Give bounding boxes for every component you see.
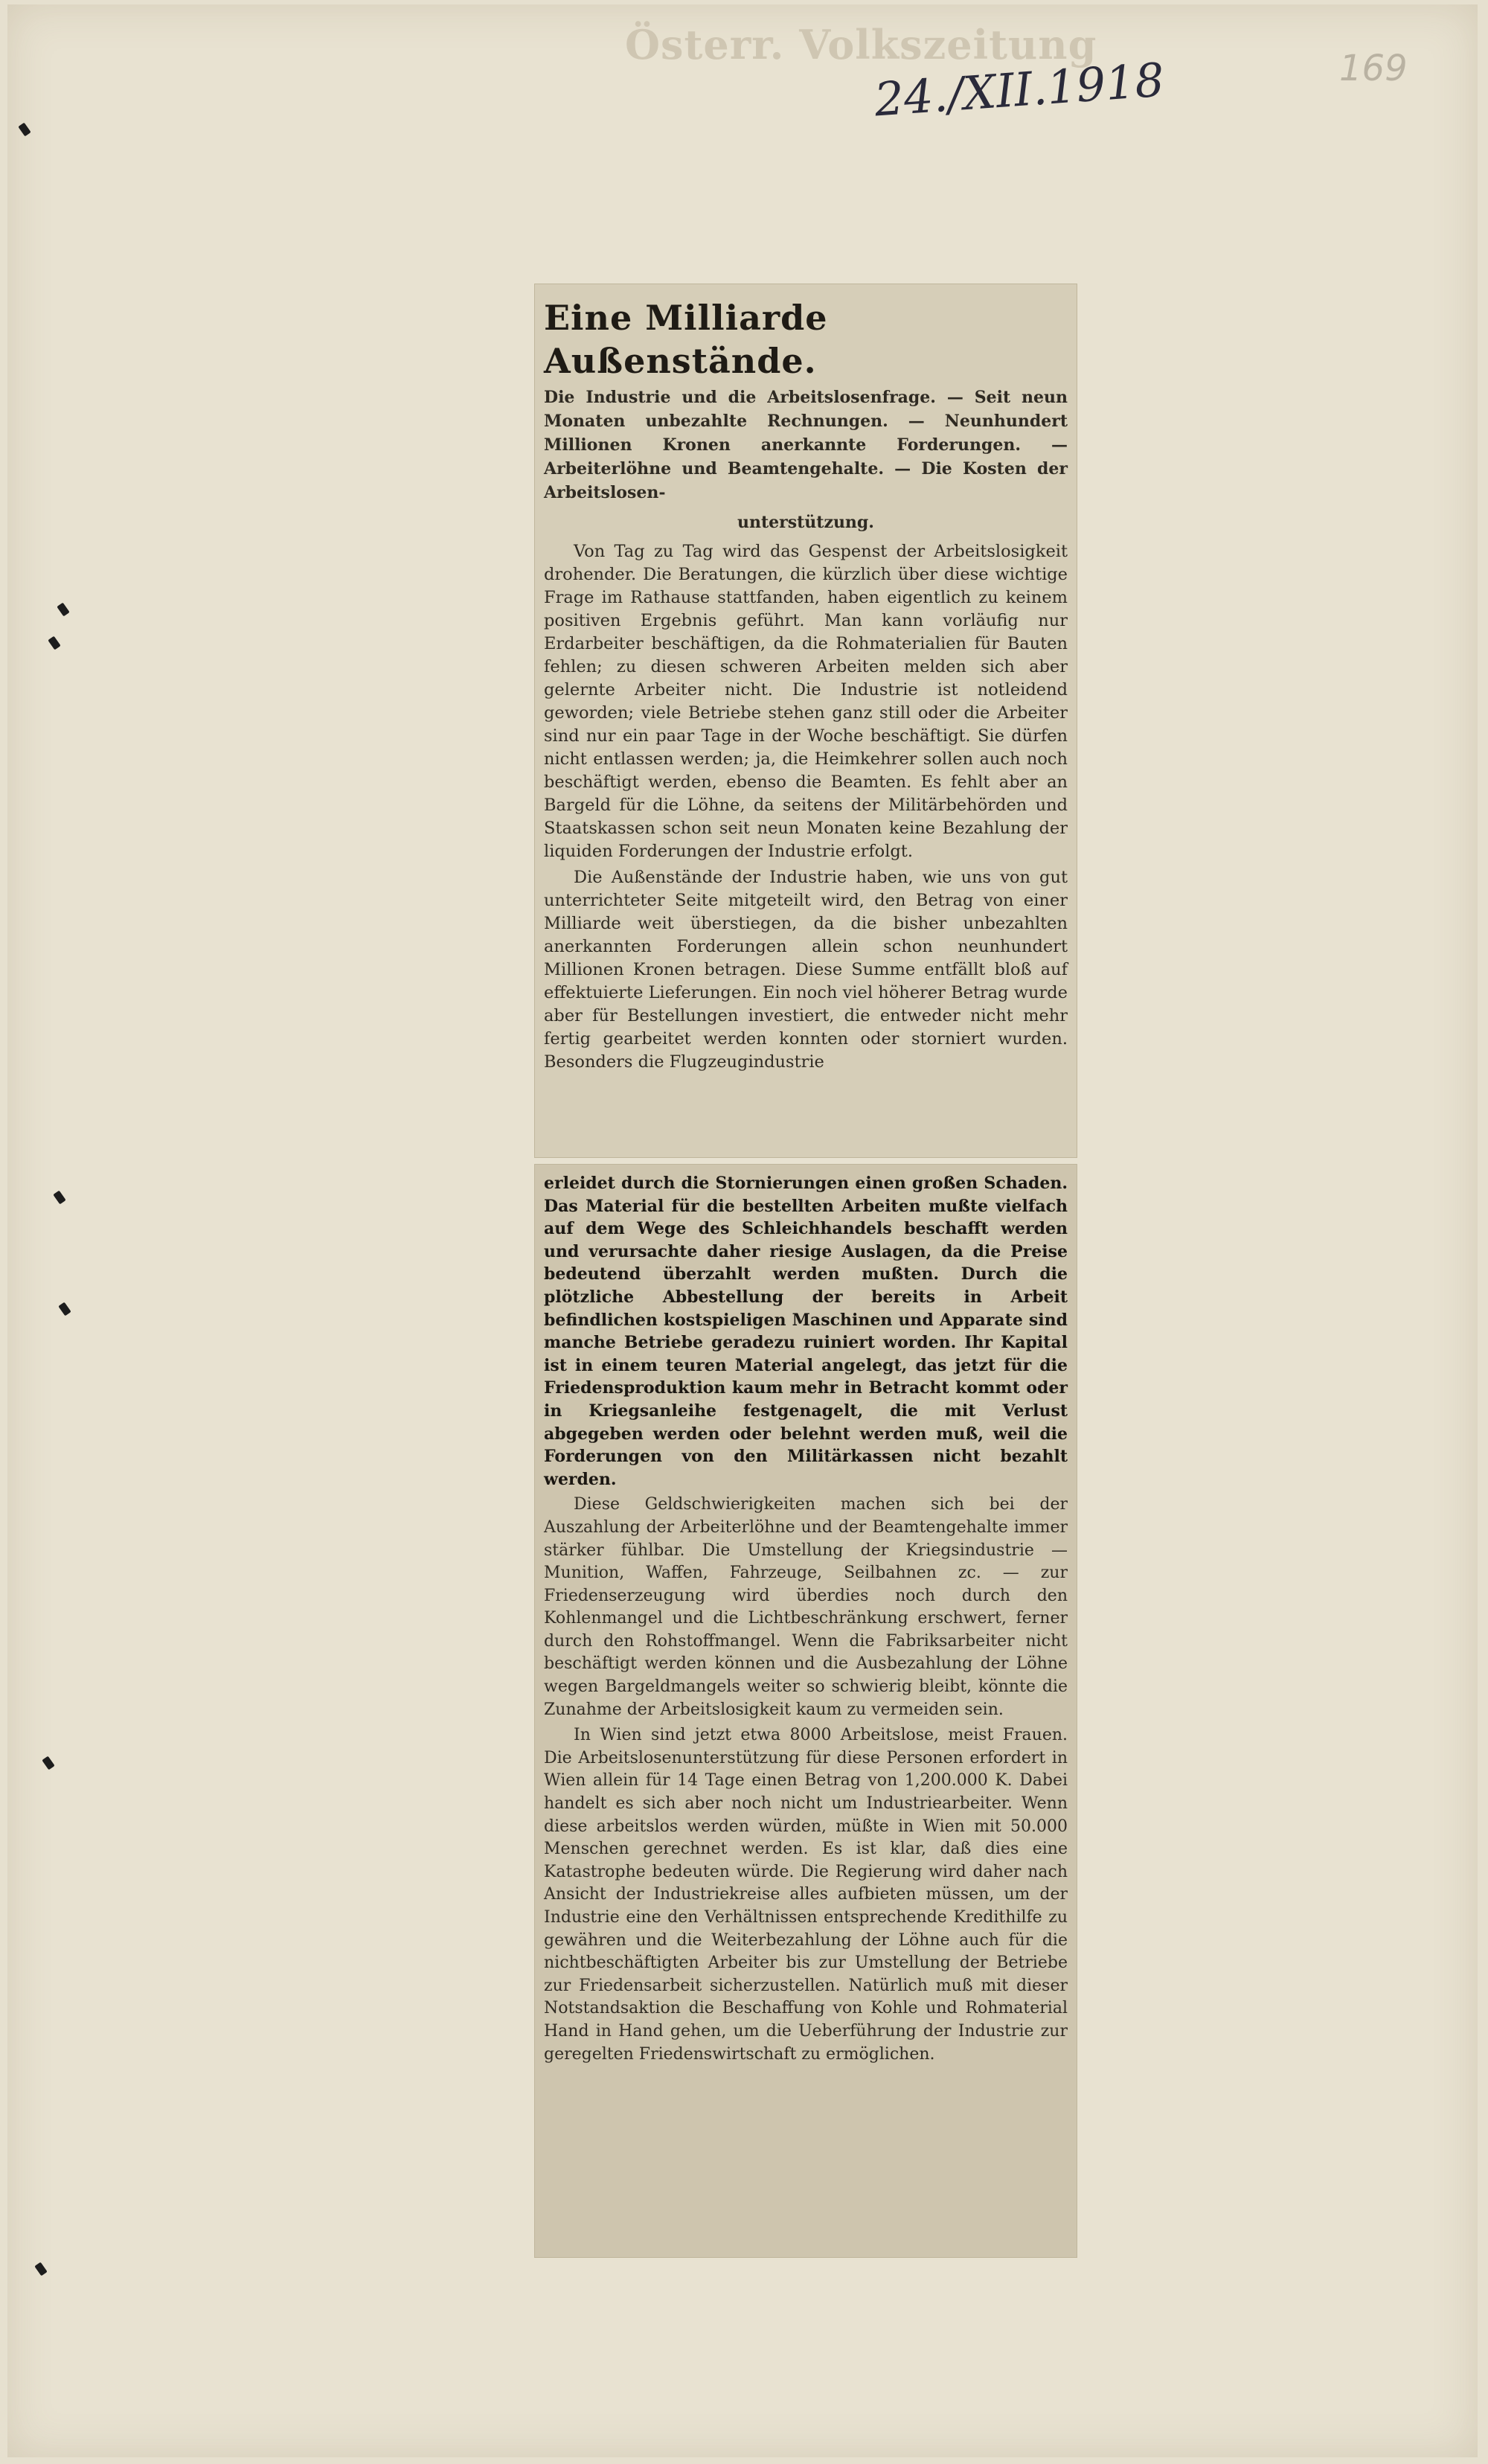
article-subheading: unterstützung. [737,513,874,532]
newspaper-stamp: Österr. Volkszeitung [625,21,1097,68]
folio-number: 169 [1339,48,1408,89]
article-headline: Eine Milliarde Außenstände. [544,298,828,381]
punch-hole-mark [57,603,69,617]
punch-hole-mark [53,1191,65,1205]
article-clipping-bottom [534,1164,1077,2258]
punch-hole-mark [58,1302,71,1316]
punch-hole-mark [34,2262,47,2276]
punch-hole-mark [42,1756,54,1770]
article-clipping-top [534,284,1077,1158]
handwritten-date: 24./XII.1918 [872,52,1167,127]
article-paragraph: erleidet durch die Stornierungen einen großen Schaden. Das Material für die bestellten Arbeiten mußte vielfach auf dem Wege des Schleichhandels beschafft werden und verursachte daher riesige Auslagen, da die Preise bedeutend überzahlt werden mußten. Durch die plötzliche Abbestellung der bereits in Arbeit befindlichen kostspieligen Maschinen und Apparate sind manche Betriebe geradezu ruiniert worden. Ihr Kapital ist in einem teuren Material angelegt, das jetzt für die Friedensproduktion kaum mehr in Betracht kommt oder in Kriegsanleihe festgenagelt, die mit Verlust abgegeben werden oder belehnt werden muß, weil die Forderungen von den Militärkassen nicht bezahlt werden. [544,1174,1068,1489]
archive-sheet [7,4,1478,2457]
article-paragraph: In Wien sind jetzt etwa 8000 Arbeitslose, meist Frauen. Die Arbeitslosenunterstützung für diese Personen erfordert in Wien allein für 14 Tage einen Betrag von 1,200.000 K. Dabei handelt es sich aber noch nicht um Industriearbeiter. Wenn diese arbeitslos werden würden, müßte in Wien mit 50.000 Menschen gerechnet werden. Es ist klar, daß dies eine Katastrophe bedeuten würde. Die Regierung wird daher nach Ansicht der Industriekreise alles aufbieten müssen, um der Industrie eine den Verhältnissen entsprechende Kredithilfe zu gewähren und die Weiterbezahlung der Löhne auch für die nichtbeschäftigten Arbeiter bis zur Umstellung der Betriebe zur Friedensarbeit sicherzustellen. Natürlich muß mit dieser Notstandsaktion die Beschaffung von Kohle und Rohmaterial Hand in Hand gehen, um die Ueberführung der Industrie zur geregelten Friedenswirtschaft zu ermöglichen. [544,1726,1068,2064]
article-paragraph: Diese Geldschwierigkeiten machen sich bei der Auszahlung der Arbeiterlöhne und der Beamtengehalte immer stärker fühlbar. Die Umstellung der Kriegsindustrie — Munition, Waffen, Fahrzeuge, Seilbahnen zc. — zur Friedenserzeugung wird überdies noch durch den Kohlenmangel und die Lichtbeschränkung erschwert, ferner durch den Rohstoffmangel. Wenn die Fabriksarbeiter nicht beschäftigt werden können und die Ausbezahlung der Löhne wegen Bargeldmangels weiter so schwierig bleibt, könnte die Zunahme der Arbeitslosigkeit kaum zu vermeiden sein. [544,1495,1068,1719]
article-paragraph: Von Tag zu Tag wird das Gespenst der Arbeitslosigkeit drohender. Die Beratungen, die kürzlich über diese wichtige Frage im Rathause stattfanden, haben eigentlich zu keinem positiven Ergebnis geführt. Man kann vorläufig nur Erdarbeiter beschäftigen, da die Rohmaterialien für Bauten fehlen; zu diesen schweren Arbeiten melden sich aber gelernte Arbeiter nicht. Die Industrie ist notleidend geworden; viele Betriebe stehen ganz still oder die Arbeiter sind nur ein paar Tage in der Woche beschäftigt. Sie dürfen nicht entlassen werden; ja, die Heimkehrer sollen auch noch beschäftigt werden, ebenso die Beamten. Es fehlt aber an Bargeld für die Löhne, da seitens der Militärbehörden und Staatskassen schon seit neun Monaten keine Bezahlung der liquiden Forderungen der Industrie erfolgt. [544,542,1068,861]
article-subheading: Die Industrie und die Arbeitslosenfrage. — Seit neun Monaten unbezahlte Rechnungen. — Neunhundert Millionen Kronen anerkannte Forderungen. — Arbeiterlöhne und Beamtengehalte. — Die Kosten der Arbeitslosen- [544,388,1068,502]
article-paragraph: Die Außenstände der Industrie haben, wie uns von gut unterrichteter Seite mitgeteilt wird, den Betrag von einer Milliarde weit überstiegen, da die bisher unbezahlten anerkannten Forderungen allein schon neunhundert Millionen Kronen betragen. Diese Summe entfällt bloß auf effektuierte Lieferungen. Ein noch viel höherer Betrag wurde aber für Bestellungen investiert, die entweder nicht mehr fertig gearbeitet werden konnten oder storniert wurden. Besonders die Flugzeugindustrie [544,868,1068,1072]
punch-hole-mark [48,636,60,650]
punch-hole-mark [18,123,31,137]
